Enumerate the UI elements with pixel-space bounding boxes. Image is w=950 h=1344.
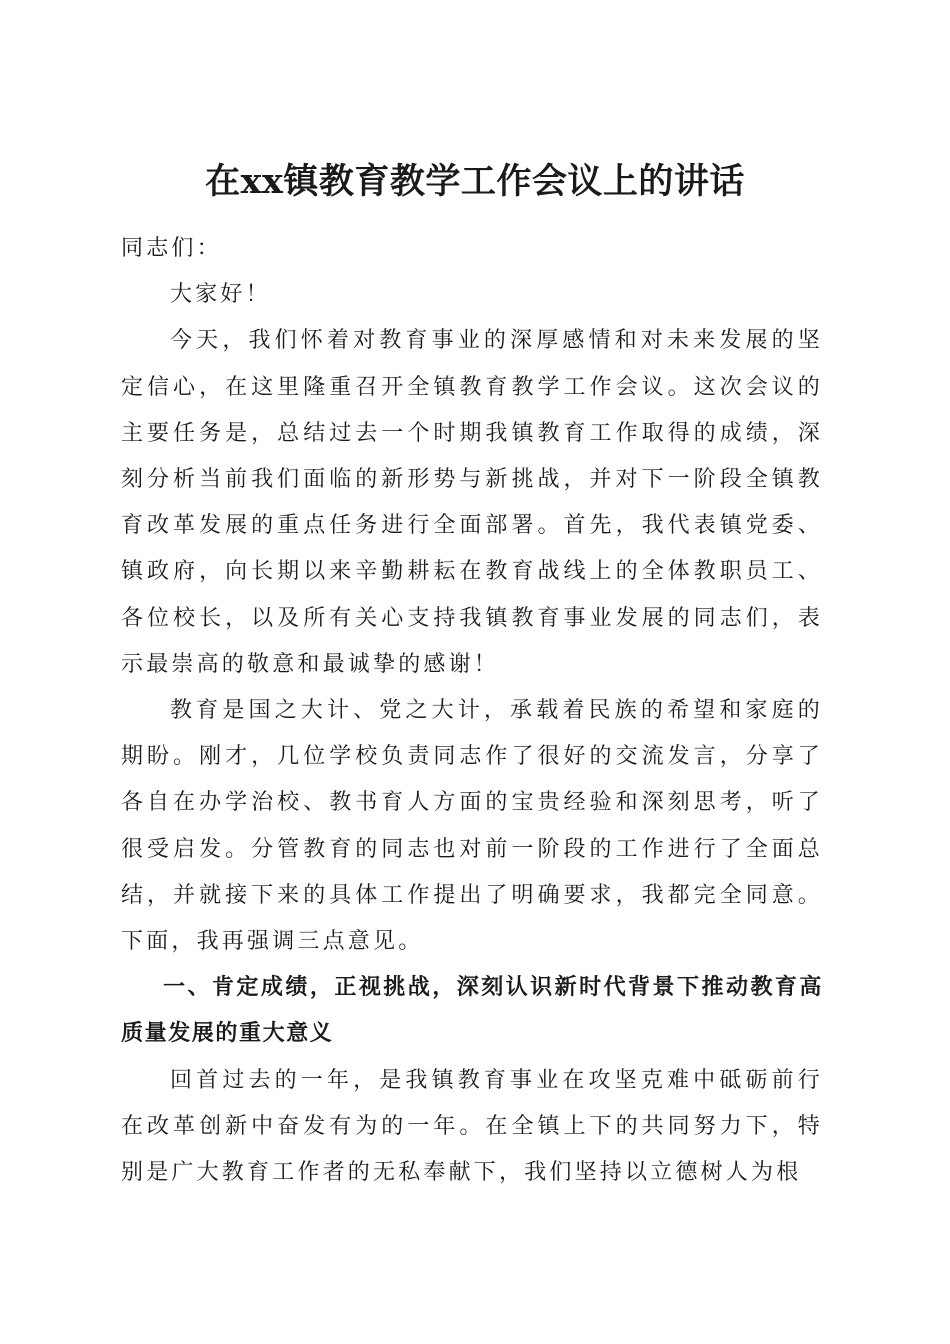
greeting: 大家好！ — [170, 282, 271, 308]
paragraph-review: 回首过去的一年，是我镇教育事业在攻坚克难中砥砺前行在改革创新中奋发有为的一年。在全镇上下的共同努力下，特别是广大教育工作者的无私奉献下，我们坚持以立德树人为根 — [121, 1067, 823, 1186]
paragraph-education-significance: 教育是国之大计、党之大计，承载着民族的希望和家庭的期盼。刚才，几位学校负责同志作了很好的交流发言，分享了各自在办学治校、教书育人方面的宝贵经验和深刻思考，听了很受启发。分管教育的同志也对前一阶段的工作进行了全面总结，并就接下来的具体工作提出了明确要求，我都完全同意。下面，我再强调三点意见。 — [121, 698, 823, 955]
paragraph-opening: 今天，我们怀着对教育事业的深厚感情和对未来发展的坚定信心，在这里隆重召开全镇教育教学工作会议。这次会议的主要任务是，总结过去一个时期我镇教育工作取得的成绩，深刻分析当前我们面临的新形势与新挑战，并对下一阶段全镇教育改革发展的重点任务进行全面部署。首先，我代表镇党委、镇政府，向长期以来辛勤耕耘在教育战线上的全体教职员工、各位校长，以及所有关心支持我镇教育事业发展的同志们，表示最崇高的敬意和最诚挚的感谢！ — [121, 328, 823, 677]
salutation: 同志们： — [121, 236, 222, 261]
document-body — [121, 226, 823, 1196]
document-title: 在xx镇教育教学工作会议上的讲话 — [205, 161, 745, 203]
section-heading: 一、肯定成绩，正视挑战，深刻认识新时代背景下推动教育高质量发展的重大意义 — [121, 975, 823, 1047]
